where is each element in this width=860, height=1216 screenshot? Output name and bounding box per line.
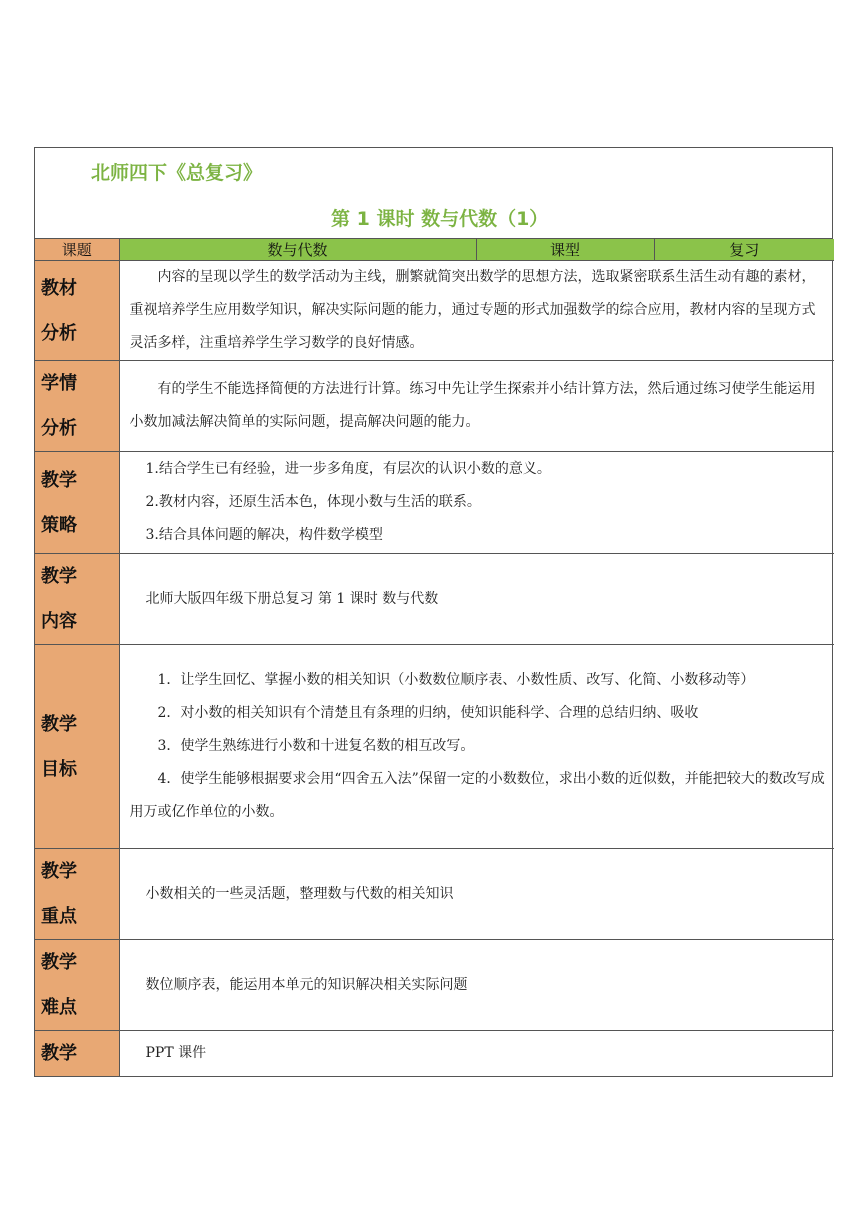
row-label: 教材 分析 bbox=[35, 261, 119, 361]
table-row bbox=[35, 849, 834, 940]
row-label: 教学 目标 bbox=[35, 645, 119, 849]
lesson-plan-sheet bbox=[34, 147, 833, 1077]
row-label: 教学 策略 bbox=[35, 452, 119, 554]
table-row bbox=[35, 940, 834, 1031]
row-content bbox=[119, 1031, 834, 1077]
table-row bbox=[35, 1031, 834, 1077]
row-label: 教学 bbox=[35, 1031, 119, 1077]
content-line: 北师大版四年级下册总复习 第 1 课时 数与代数 bbox=[145, 590, 439, 607]
content-line: 2．对小数的相关知识有个清楚且有条理的归纳，使知识能科学、合理的总结归纳、吸收 bbox=[157, 705, 699, 721]
content-line: 小数相关的一些灵活题，整理数与代数的相关知识 bbox=[145, 885, 454, 902]
row-label: 教学 难点 bbox=[35, 940, 119, 1031]
row-label: 教学 重点 bbox=[35, 849, 119, 940]
table-row bbox=[35, 261, 834, 361]
lesson-table bbox=[35, 239, 834, 1076]
table-row bbox=[35, 452, 834, 554]
table-row bbox=[35, 645, 834, 849]
row-content bbox=[119, 849, 834, 940]
row-label: 教学 内容 bbox=[35, 554, 119, 645]
content-line: 2.教材内容，还原生活本色，体现小数与生活的联系。 bbox=[145, 494, 481, 510]
row-content bbox=[119, 940, 834, 1031]
row-content bbox=[119, 452, 834, 554]
lesson-subtitle: 第 1 课时 数与代数（1） bbox=[331, 208, 549, 230]
content-line: PPT 课件 bbox=[145, 1045, 207, 1061]
content-line: 3.结合具体问题的解决，构件数学模型 bbox=[145, 527, 383, 543]
row-label: 学情 分析 bbox=[35, 361, 119, 452]
row-content bbox=[119, 361, 834, 452]
info-row bbox=[35, 239, 834, 261]
content-line: 1．让学生回忆、掌握小数的相关知识（小数数位顺序表、小数性质、改写、化简、小数移动等） bbox=[157, 672, 755, 688]
row-content bbox=[119, 554, 834, 645]
type-label: 课型 bbox=[476, 239, 654, 261]
content-line: 4．使学生能够根据要求会用“四舍五入法”保留一定的小数数位，求出小数的近似数，并能把较大的数改写成用万或亿作单位的小数。 bbox=[129, 771, 825, 820]
content-line: 内容的呈现以学生的数学活动为主线，删繁就简突出数学的思想方法，选取紧密联系生活生动有趣的素材，重视培养学生应用数学知识，解决实际问题的能力，通过专题的形式加强数学的综合应用，教材内容的呈现方式灵活多样，注重培养学生学习数学的良好情感。 bbox=[129, 269, 816, 351]
main-title: 北师四下《总复习》 bbox=[91, 162, 263, 184]
row-content bbox=[119, 261, 834, 361]
table-row bbox=[35, 554, 834, 645]
content-line: 3．使学生熟练进行小数和十进复名数的相互改写。 bbox=[157, 738, 475, 754]
topic-label: 课题 bbox=[35, 239, 119, 261]
content-line: 1.结合学生已有经验，进一步多角度，有层次的认识小数的意义。 bbox=[145, 461, 551, 477]
row-content bbox=[119, 645, 834, 849]
content-line: 数位顺序表，能运用本单元的知识解决相关实际问题 bbox=[145, 976, 468, 993]
topic-value: 数与代数 bbox=[119, 239, 476, 261]
table-row bbox=[35, 361, 834, 452]
type-value: 复习 bbox=[654, 239, 834, 261]
content-line: 有的学生不能选择简便的方法进行计算。练习中先让学生探索并小结计算方法，然后通过练习使学生能运用小数加减法解决简单的实际问题，提高解决问题的能力。 bbox=[129, 381, 816, 430]
title-area bbox=[35, 148, 832, 239]
